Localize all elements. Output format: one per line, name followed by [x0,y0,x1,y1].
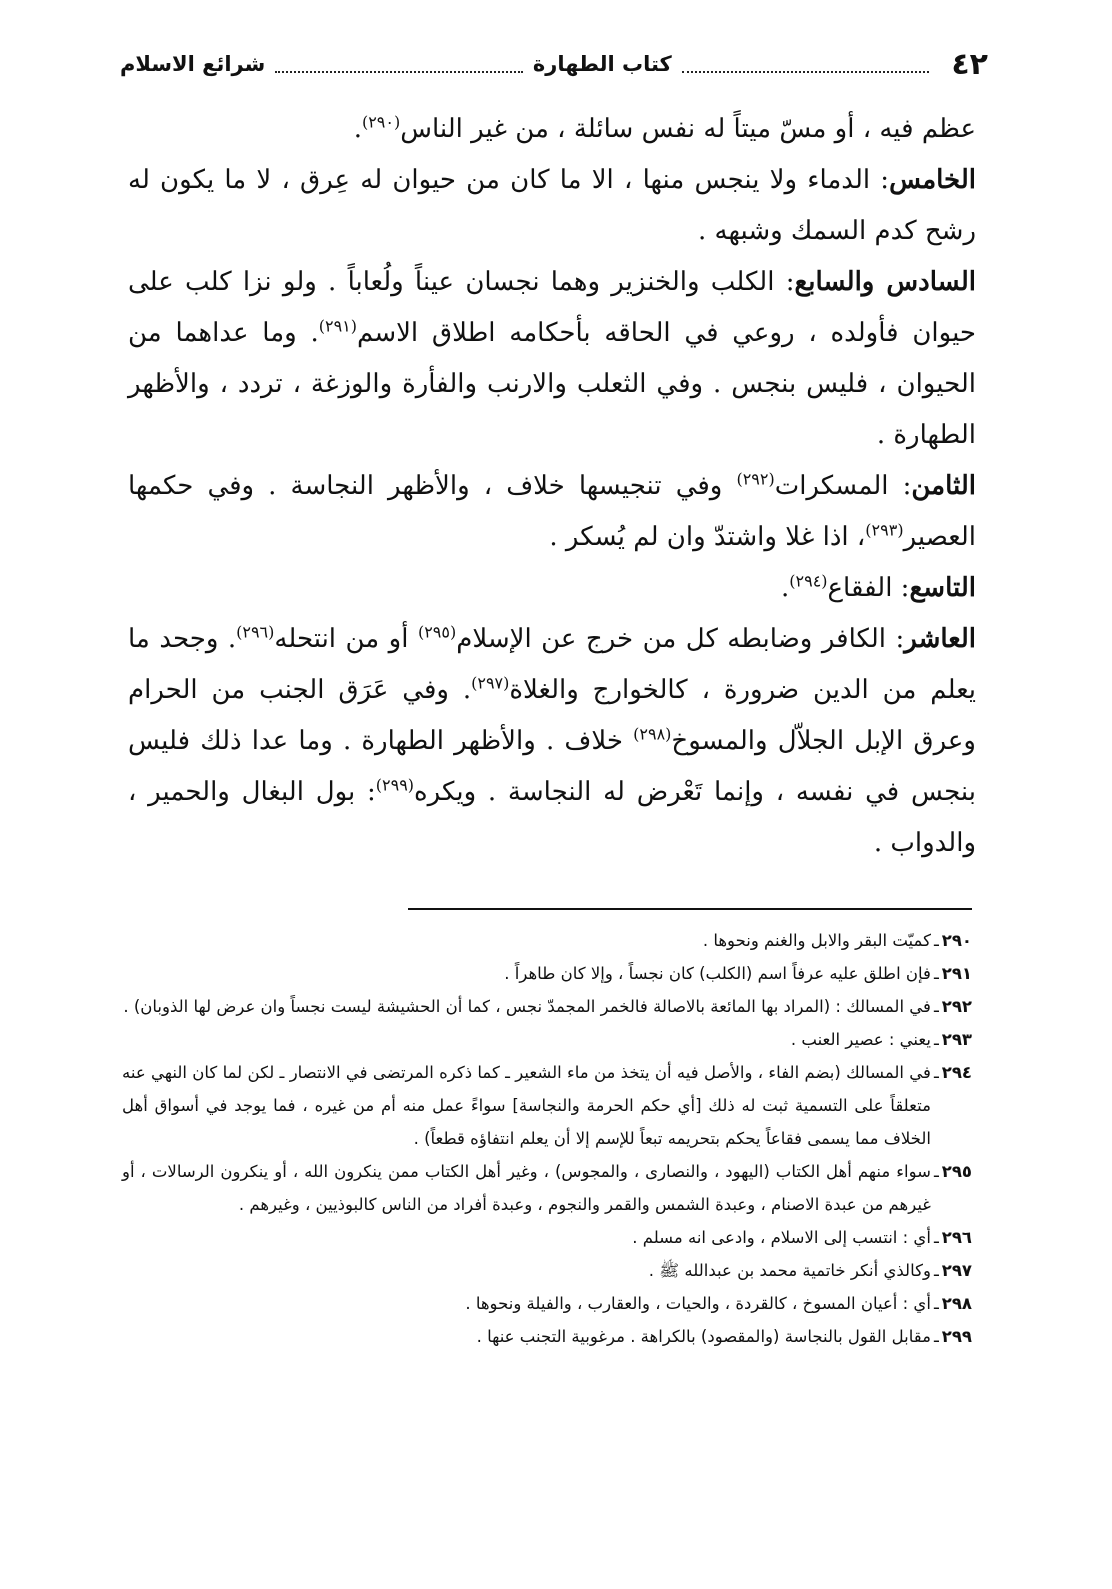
footnote-text: كميّت البقر والابل والغنم ونحوها . [702,931,931,950]
paragraph-sixth-seventh: السادس والسابع: الكلب والخنزير وهما نجسان عيناً ولُعاباً . ولو نزا كلب على حيوان فأولده ، روعي في الحاقه بأحكامه اطلاق الاسم$^{(٢٩١)}$. وما عداهما من الحيوان ، فليس بنجس . وفي الثعلب والارنب والفأرة والوزغة ، تردد ، والأظهر الطهارة . [128,267,977,450]
page-number: ٤٢ [951,46,988,82]
footnote-text: أي : أعيان المسوخ ، كالقردة ، والحيات ، والعقارب ، والفيلة ونحوها . [465,1294,931,1313]
footnote-ref[interactable]: (٢٩٢) [736,469,775,489]
paragraph-fifth: الخامس: الدماء ولا ينجس منها ، الا ما كان من حيوان له عِرق ، لا ما يكون له رشح كدم السمك وشبهه . [128,165,976,246]
footnote-number: ٢٩٣ [941,1030,972,1049]
footnote-number: ٢٩٢ [941,997,972,1016]
footnote-item: ٢٩٦ ـ أي : انتسب إلى الاسلام ، وادعى انه مسلم . [122,1221,972,1254]
footnote-ref[interactable]: (٢٩٦) [236,622,275,642]
footnote-text: فإن اطلق عليه عرفاً اسم (الكلب) كان نجساً ، وإلا كان طاهراً . [504,964,931,983]
item-label: الثامن [911,471,976,501]
footnote-text: وكالذي أنكر خاتمية محمد بن عبدالله ﷺ . [648,1261,931,1280]
footnote-text: في المسالك (بضم الفاء ، والأصل فيه أن يتخذ من ماء الشعير ـ كما ذكره المرتضى في الانتصار ـ لكن لما كان النهي عنه متعلقاً على التسمية ثبت له ذلك [أي حكم الحرمة والنجاسة] سواءً عمل منه أم من غيره ، فما يوجد في أسواق أهل الخلاف مما يسمى فقاعاً يحكم بتحريمه تبعاً للإسم إلا أن يعلم انتفاؤه قطعاً) . [122,1063,931,1148]
footnote-item: ٢٩١ ـ فإن اطلق عليه عرفاً اسم (الكلب) كان نجساً ، وإلا كان طاهراً . [122,957,972,990]
footnote-item: ٢٩٩ ـ مقابل القول بالنجاسة (والمقصود) بالكراهة . مرغوبية التجنب عنها . [122,1320,972,1353]
footnote-text: يعني : عصير العنب . [790,1030,931,1049]
footnote-text: سواء منهم أهل الكتاب (اليهود ، والنصارى ، والمجوس) ، وغير أهل الكتاب ممن ينكرون الله ، أو ينكرون الرسالات ، أو غيرهم من عبدة الاصنام ، وعبدة الشمس والقمر والنجوم ، وعبدة أفراد من الناس كالبوذيين ، وغيرهم . [122,1162,931,1214]
item-label: السادس والسابع [794,267,976,297]
header-dotted-leader [682,71,930,73]
footnote-number: ٢٩٥ [941,1162,972,1181]
footnote-number: ٢٩٤ [941,1063,972,1082]
footnote-text: في المسالك : (المراد بها المائعة بالاصالة فالخمر المجمدّ نجس ، كما أن الحشيشة ليست نجساً وان عرض لها الذوبان) . [123,997,931,1016]
paragraph-eighth: الثامن: المسكرات$^{(٢٩٢)}$ وفي تنجيسها خلاف ، والأظهر النجاسة . وفي حكمها العصير$^{(٢٩٣)}$، اذا غلا واشتدّ وان لم يُسكر . [128,469,976,552]
footnote-item: ٢٩٨ ـ أي : أعيان المسوخ ، كالقردة ، والحيات ، والعقارب ، والفيلة ونحوها . [122,1287,972,1320]
footnote-ref[interactable]: (٢٩١) [318,316,358,336]
item-label: العاشر [904,624,976,654]
running-header [120,44,988,84]
header-dotted-leader [275,71,523,73]
footnote-separator [408,908,972,910]
footnote-item: ٢٩٧ ـ وكالذي أنكر خاتمية محمد بن عبدالله ﷺ . [122,1254,972,1287]
chapter-title: كتاب الطهارة [532,52,672,76]
paragraph-tenth: العاشر: الكافر وضابطه كل من خرج عن الإسلام$^{(٢٩٥)}$ أو من انتحله$^{(٢٩٦)}$. وجحد ما يعلم من الدين ضرورة ، كالخوارج والغلاة$^{(٢٩٧)}$. وفي عَرَق الجنب من الحرام وعرق الإبل الجلاّل والمسوخ$^{(٢٩٨)}$ خلاف . والأظهر الطهارة . وما عدا ذلك فليس بنجس في نفسه ، وإنما تَعْرض له النجاسة . ويكره$^{(٢٩٩)}$: بول البغال والحمير ، والدواب . [128,622,976,858]
footnote-item: ٢٩٣ ـ يعني : عصير العنب . [122,1023,972,1056]
footnote-number: ٢٩٠ [941,931,972,950]
book-title: شرائع الاسلام [119,52,266,76]
footnote-text: أي : انتسب إلى الاسلام ، وادعى انه مسلم . [632,1228,931,1247]
footnote-number: ٢٩٩ [941,1327,972,1346]
footnote-ref[interactable]: (٢٩٩) [375,775,415,795]
footnote-ref[interactable]: (٢٩٧) [471,673,510,693]
footnote-ref[interactable]: (٢٩٠) [361,112,401,132]
footnote-number: ٢٩٧ [941,1261,972,1280]
footnote-number: ٢٩٨ [941,1294,972,1313]
main-text [128,104,976,869]
paragraph-continuation: عظم فيه ، أو مسّ ميتاً له نفس سائلة ، من غير الناس$^{(٢٩٠)}$. [353,112,976,144]
paragraph-ninth: التاسع: الفقاع$^{(٢٩٤)}$. [780,571,976,603]
footnote-item: ٢٩٤ ـ في المسالك (بضم الفاء ، والأصل فيه أن يتخذ من ماء الشعير ـ كما ذكره المرتضى في الانتصار ـ لكن لما كان النهي عنه متعلقاً على التسمية ثبت له ذلك [أي حكم الحرمة والنجاسة] سواءً عمل منه أم من غيره ، فما يوجد في أسواق أهل الخلاف مما يسمى فقاعاً يحكم بتحريمه تبعاً للإسم إلا أن يعلم انتفاؤه قطعاً) . [122,1056,972,1155]
item-label: الخامس [889,165,976,195]
footnote-number: ٢٩٦ [941,1228,972,1247]
footnote-item: ٢٩٥ ـ سواء منهم أهل الكتاب (اليهود ، والنصارى ، والمجوس) ، وغير أهل الكتاب ممن ينكرون الله ، أو ينكرون الرسالات ، أو غيرهم من عبدة الاصنام ، وعبدة الشمس والقمر والنجوم ، وعبدة أفراد من الناس كالبوذيين ، وغيرهم . [122,1155,972,1221]
item-label: التاسع [909,573,976,603]
footnote-ref[interactable]: (٢٩٤) [789,571,828,591]
footnote-item: ٢٩٠ ـ كميّت البقر والابل والغنم ونحوها . [122,924,972,957]
footnote-item: ٢٩٢ ـ في المسالك : (المراد بها المائعة بالاصالة فالخمر المجمدّ نجس ، كما أن الحشيشة ليست نجساً وان عرض لها الذوبان) . [122,990,972,1023]
footnote-text: مقابل القول بالنجاسة (والمقصود) بالكراهة . مرغوبية التجنب عنها . [476,1327,931,1346]
footnote-ref[interactable]: (٢٩٨) [633,724,672,744]
footnote-number: ٢٩١ [941,964,972,983]
footnote-ref[interactable]: (٢٩٣) [865,520,904,540]
footnotes [122,924,972,1353]
footnote-ref[interactable]: (٢٩٥) [417,622,457,642]
